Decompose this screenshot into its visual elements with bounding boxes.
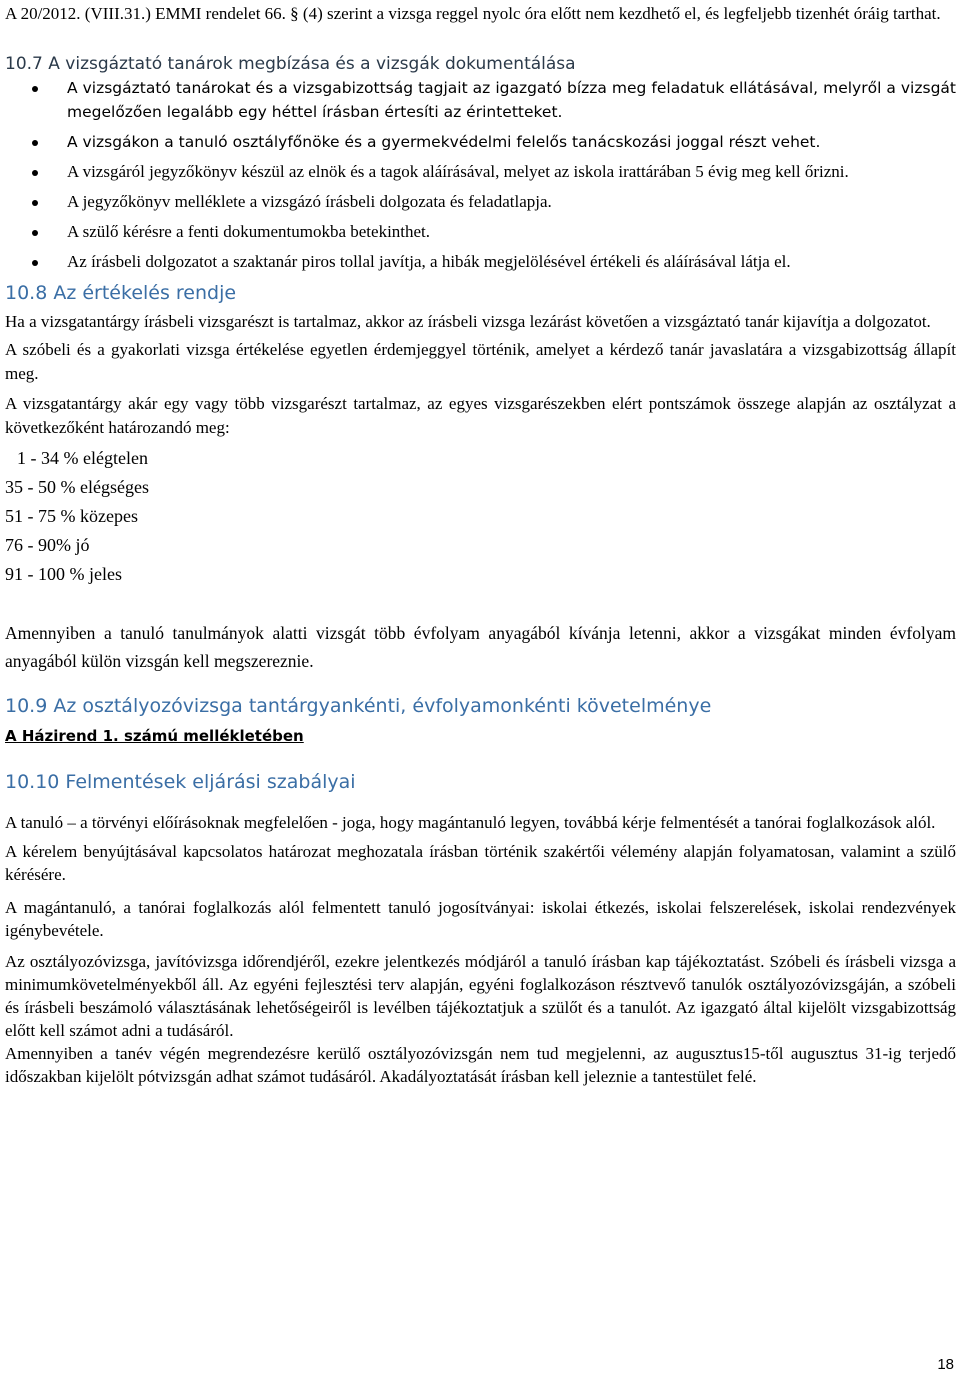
section-10-7-bullet-list [5, 76, 956, 274]
appendix-reference: A Házirend 1. számú mellékletében [5, 727, 304, 745]
grade-scale-item: 76 - 90% jó [5, 535, 90, 555]
section-10-7-heading: 10.7 A vizsgáztató tanárok megbízása és a vizsgák dokumentálása [5, 54, 576, 74]
list-item: A jegyzőkönyv melléklete a vizsgázó írásbeli dolgozata és feladatlapja. [5, 190, 956, 214]
section-10-9-heading: 10.9 Az osztályozóvizsga tantárgyankénti, évfolyamonkénti követelménye [5, 695, 712, 717]
bullet-icon [32, 230, 38, 236]
grade-scale-item: 51 - 75 % közepes [5, 506, 138, 526]
bullet-icon [32, 86, 38, 92]
document-page [5, 0, 956, 1088]
exemption-paragraph: A magántanuló, a tanórai foglalkozás alól felmentett tanuló jogosítványai: iskolai étkezés, iskolai felszerelések, iskolai rendezvények igénybevétele. [5, 898, 956, 940]
list-item: A vizsgáztató tanárokat és a vizsgabizottság tagjait az igazgató bízza meg feladatuk ellátásával, melyről a vizsgát megelőzően legalább egy héttel írásban értesíti az érintetteket. [5, 76, 956, 124]
list-item: Az írásbeli dolgozatot a szaktanár piros tollal javítja, a hibák megjelölésével értékeli és aláírásával látja el. [5, 250, 956, 274]
bullet-icon [32, 140, 38, 146]
bullet-icon [32, 260, 38, 266]
evaluation-paragraph: Ha a vizsgatantárgy írásbeli vizsgarészt is tartalmaz, akkor az írásbeli vizsga lezárást követően a vizsgáztató tanár kijavítja a dolgozatot. [5, 312, 931, 331]
list-item: A szülő kérésre a fenti dokumentumokba betekinthet. [5, 220, 956, 244]
section-10-10-heading: 10.10 Felmentések eljárási szabályai [5, 771, 356, 793]
page-number: 18 [937, 1356, 954, 1373]
grade-scale-item: 91 - 100 % jeles [5, 564, 122, 584]
exemption-paragraph: Az osztályozóvizsga, javítóvizsga időrendjéről, ezekre jelentkezés módjáról a tanuló írásban kap tájékoztatást. Szóbeli és írásbeli vizsga a minimumkövetelményekből áll. Az egyéni fejlesztési terv alapján, egyéni foglalkozáson résztvevő tanulók osztályozóvizsgáján, a szóbeli és írásbeli beszámoló választásának lehetőségeiről is levélben tájékoztatjuk a szülőt és a tanulót. Az igazgató által kijelölt vizsgabizottság előtt kell számot adni a tudásáról. [5, 952, 956, 1040]
exemption-paragraph: A tanuló – a törvényi előírásoknak megfelelően - joga, hogy magántanuló legyen, továbbá kérje felmentését a tanórai foglalkozások alól. [5, 813, 936, 832]
regulation-note: A 20/2012. (VIII.31.) EMMI rendelet 66. § (4) szerint a vizsga reggel nyolc óra előtt nem kezdhető el, és legfeljebb tizenhét óráig tarthat. [5, 4, 941, 23]
grade-scale [5, 444, 956, 589]
exemption-paragraph: Amennyiben a tanév végén megrendezésre kerülő osztályozóvizsgán nem tud megjelenni, az augusztus15-től augusztus 31-ig terjedő időszakban kijelölt pótvizsgán adhat számot tudásáról. Akadályoztatását írásban kell jeleznie a tantestület felé. [5, 1044, 956, 1086]
grade-scale-item: 35 - 50 % elégséges [5, 477, 149, 497]
list-item: A vizsgáról jegyzőkönyv készül az elnök és a tagok aláírásával, melyet az iskola irattárában 5 évig meg kell őrizni. [5, 160, 956, 184]
list-item: A vizsgákon a tanuló osztályfőnöke és a gyermekvédelmi felelős tanácskozási joggal részt vehet. [5, 130, 956, 154]
evaluation-paragraph: A vizsgatantárgy akár egy vagy több vizsgarészt tartalmaz, az egyes vizsgarészekben elért pontszámok összege alapján az osztályzat a következőként határozandó meg: [5, 394, 956, 437]
evaluation-paragraph: A szóbeli és a gyakorlati vizsga értékelése egyetlen érdemjeggyel történik, amelyet a kérdező tanár javaslatára a vizsgabizottság állapít meg. [5, 340, 956, 383]
section-10-8-heading: 10.8 Az értékelés rendje [5, 282, 237, 304]
multi-year-exam-paragraph: Amennyiben a tanuló tanulmányok alatti vizsgát több évfolyam anyagából kívánja letenni, akkor a vizsgákat minden évfolyam anyagából külön vizsgán kell megszereznie. [5, 623, 956, 671]
bullet-icon [32, 200, 38, 206]
bullet-icon [32, 170, 38, 176]
exemption-paragraph: A kérelem benyújtásával kapcsolatos határozat meghozatala írásban történik szakértői vélemény alapján folyamatosan, valamint a szülő kérésére. [5, 842, 956, 884]
grade-scale-item: 1 - 34 % elégtelen [17, 448, 148, 468]
